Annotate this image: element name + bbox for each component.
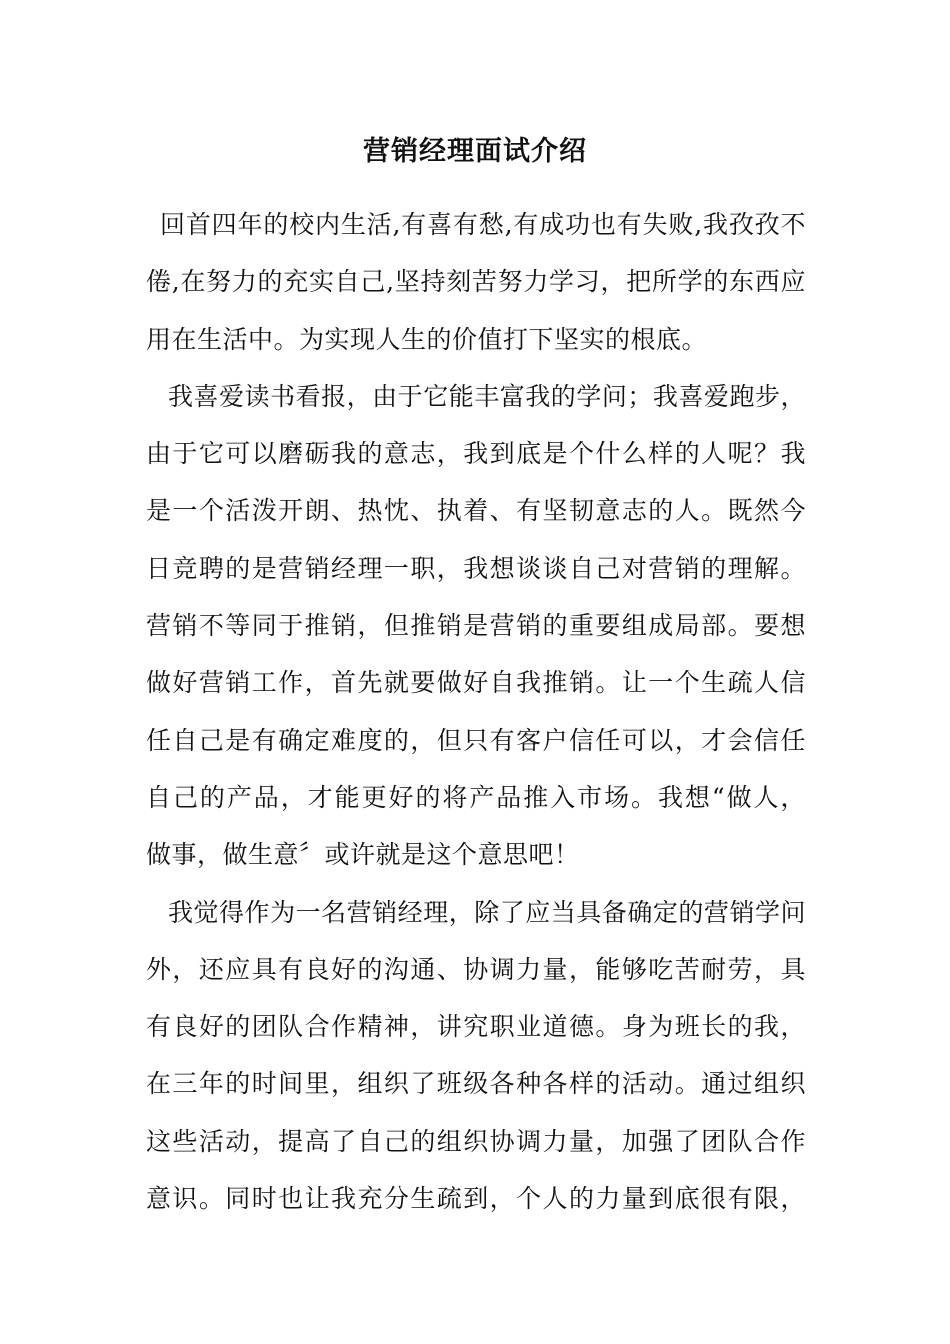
text-line: 营销不等同于推销，但推销是营销的重要组成局部。要想 xyxy=(146,611,806,641)
text-line: 用在生活中。为实现人生的价值打下坚实的根底。 xyxy=(146,324,708,354)
text-line: 外，还应具有良好的沟通、协调力量，能够吃苦耐劳，具 xyxy=(146,954,806,984)
text-line: 回首四年的校内生活,有喜有愁,有成功也有失败,我孜孜不 xyxy=(160,210,806,239)
text-line: 做好营销工作，首先就要做好自我推销。让一个生疏人信 xyxy=(146,668,806,698)
text-line: 我喜爱读书看报，由于它能丰富我的学问；我喜爱跑步， xyxy=(168,381,806,411)
document-body xyxy=(146,196,806,1227)
text-line: 有良好的团队合作精神，讲究职业道德。身为班长的我， xyxy=(146,1012,806,1042)
text-line: 意识。同时也让我充分生疏到，个人的力量到底很有限， xyxy=(146,1184,806,1214)
text-line: 自己的产品，才能更好的将产品推入市场。我想“做人， xyxy=(146,782,806,812)
text-line: 由于它可以磨砺我的意志，我到底是个什么样的人呢？我 xyxy=(146,439,806,469)
text-line: 这些活动，提高了自己的组织协调力量，加强了团队合作 xyxy=(146,1126,806,1156)
text-line: 在三年的时间里，组织了班级各种各样的活动。通过组织 xyxy=(146,1069,806,1099)
text-line: 任自己是有确定难度的，但只有客户信任可以，才会信任 xyxy=(146,725,806,755)
document-title: 营销经理面试介绍 xyxy=(363,136,587,167)
text-line: 倦,在努力的充实自己,坚持刻苦努力学习，把所学的东西应 xyxy=(146,267,806,297)
text-line: 做事，做生意〞或许就是这个意思吧！ xyxy=(146,840,580,870)
text-line: 是一个活泼开朗、热忱、执着、有坚韧意志的人。既然今 xyxy=(146,496,806,526)
text-line: 我觉得作为一名营销经理，除了应当具备确定的营销学问 xyxy=(168,897,806,927)
text-line: 日竞聘的是营销经理一职，我想谈谈自己对营销的理解。 xyxy=(146,553,806,583)
